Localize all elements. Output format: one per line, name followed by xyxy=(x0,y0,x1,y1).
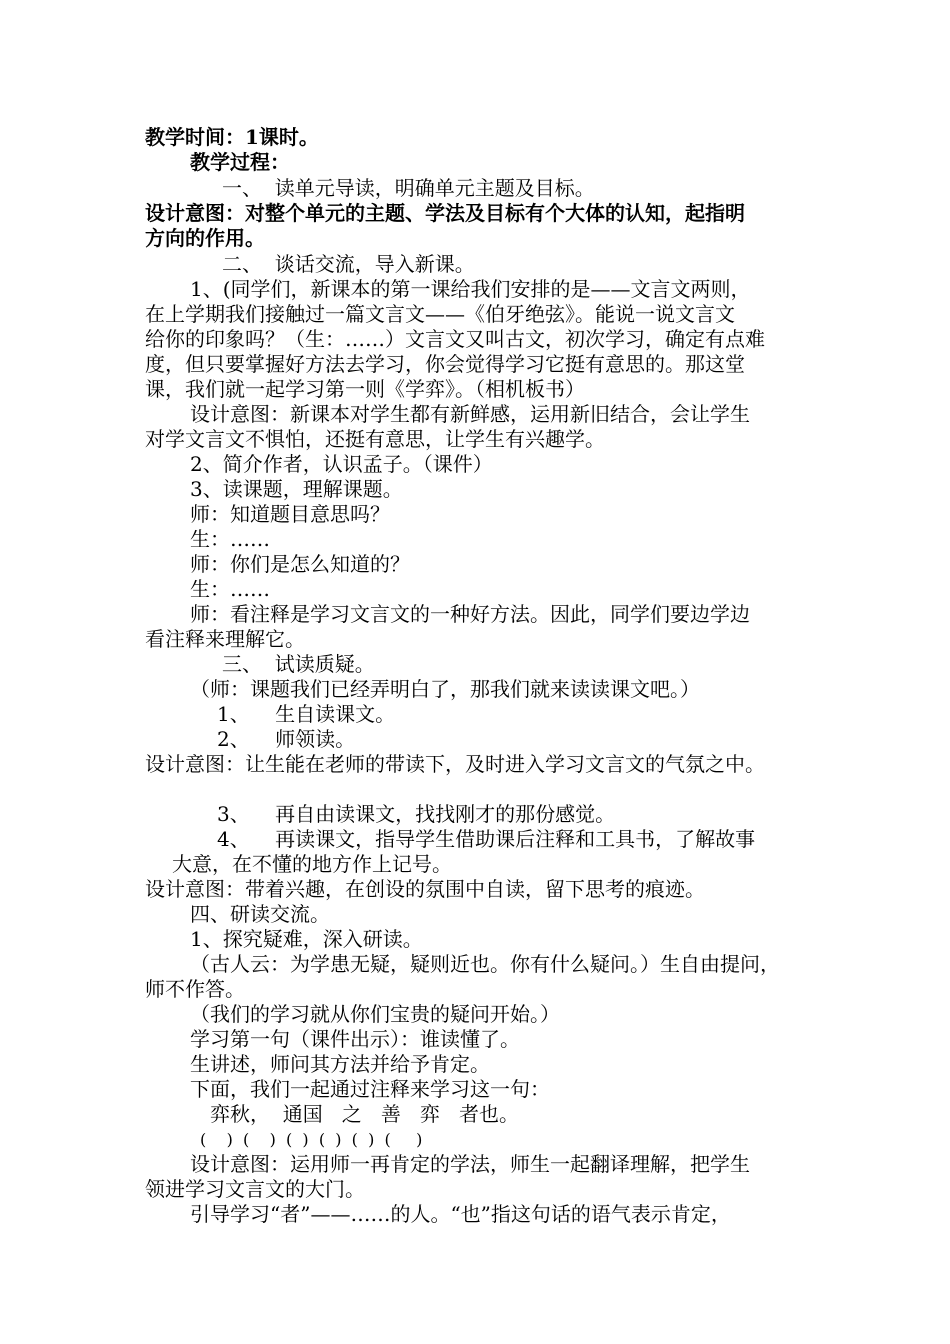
section-heading: 三、 试读质疑。 xyxy=(222,652,375,676)
paragraph-line: （古人云：为学患无疑，疑则近也。你有什么疑问。）生自由提问， xyxy=(190,952,780,976)
paragraph-line: 课，我们就一起学习第一则《学弈》。（相机板书） xyxy=(145,377,585,401)
paragraph-line: （师：课题我们已经弄明白了，那我们就来读读课文吧。） xyxy=(190,677,700,701)
dialogue-line: 师：知道题目意思吗？ xyxy=(190,502,390,526)
design-intent: 设计意图：运用师一再肯定的学法，师生一起翻译理解，把学生 xyxy=(190,1152,750,1176)
dialogue-line: 师：看注释是学习文言文的一种好方法。因此，同学们要边学边 xyxy=(190,602,750,626)
numbered-item: 大意，在不懂的地方作上记号。 xyxy=(172,852,452,876)
paragraph-line: 3、读课题，理解课题。 xyxy=(190,477,403,501)
paragraph-line: 师不作答。 xyxy=(145,977,245,1001)
design-intent: 领进学习文言文的大门。 xyxy=(145,1177,365,1201)
classical-sentence: 弈秋， 通国 之 善 弈 者也。 xyxy=(210,1102,520,1126)
design-intent: 方向的作用。 xyxy=(145,226,265,250)
numbered-item: 1、 生自读课文。 xyxy=(217,702,396,726)
paragraph-line: 学习第一句（课件出示）：谁读懂了。 xyxy=(190,1027,520,1051)
paragraph-line: 给你的印象吗？（生：……）文言文又叫古文，初次学习，确定有点难 xyxy=(145,327,765,351)
design-intent: 设计意图：让生能在老师的带读下，及时进入学习文言文的气氛之中。 xyxy=(145,752,765,776)
section-heading: 二、 谈话交流，导入新课。 xyxy=(222,252,475,276)
dialogue-line: 师：你们是怎么知道的？ xyxy=(190,552,410,576)
paragraph-line: 1、(同学们，新课本的第一课给我们安排的是——文言文两则， xyxy=(190,277,751,301)
paragraph-line: （我们的学习就从你们宝贵的疑问开始。） xyxy=(190,1002,560,1026)
design-intent: 设计意图：对整个单元的主题、学法及目标有个大体的认知，起指明 xyxy=(145,201,745,225)
paragraph-line: 1、探究疑难，深入研读。 xyxy=(190,927,423,951)
paragraph-line: 在上学期我们接触过一篇文言文——《伯牙绝弦》。能说一说文言文 xyxy=(145,302,735,326)
blank-parentheses: ( ) ( ) ( ) ( ) ( ) ( ) xyxy=(200,1130,423,1149)
paragraph-line: 下面，我们一起通过注释来学习这一句： xyxy=(190,1077,550,1101)
section-heading: 一、 读单元导读，明确单元主题及目标。 xyxy=(222,176,595,200)
dialogue-line: 看注释来理解它。 xyxy=(145,627,305,651)
design-intent: 设计意图：带着兴趣，在创设的氛围中自读，留下思考的痕迹。 xyxy=(145,877,705,901)
paragraph-line: 生讲述，师问其方法并给予肯定。 xyxy=(190,1052,490,1076)
section-heading: 四、研读交流。 xyxy=(190,902,330,926)
numbered-item: 3、 再自由读课文，找找刚才的那份感觉。 xyxy=(217,802,616,826)
numbered-item: 4、 再读课文，指导学生借助课后注释和工具书，了解故事 xyxy=(217,827,756,851)
dialogue-line: 生：…… xyxy=(190,577,270,601)
teaching-time: 教学时间：1课时。 xyxy=(145,125,319,149)
paragraph-line: 引导学习“者”——……的人。“也”指这句话的语气表示肯定， xyxy=(190,1202,731,1226)
design-intent: 设计意图：新课本对学生都有新鲜感，运用新旧结合，会让学生 xyxy=(190,402,750,426)
paragraph-line: 2、简介作者，认识孟子。（课件） xyxy=(190,452,493,476)
dialogue-line: 生：…… xyxy=(190,527,270,551)
paragraph-line: 度，但只要掌握好方法去学习，你会觉得学习它挺有意思的。那这堂 xyxy=(145,352,745,376)
numbered-item: 2、 师领读。 xyxy=(217,727,356,751)
teaching-process-heading: 教学过程： xyxy=(190,150,290,174)
design-intent: 对学文言文不惧怕，还挺有意思，让学生有兴趣学。 xyxy=(145,427,605,451)
